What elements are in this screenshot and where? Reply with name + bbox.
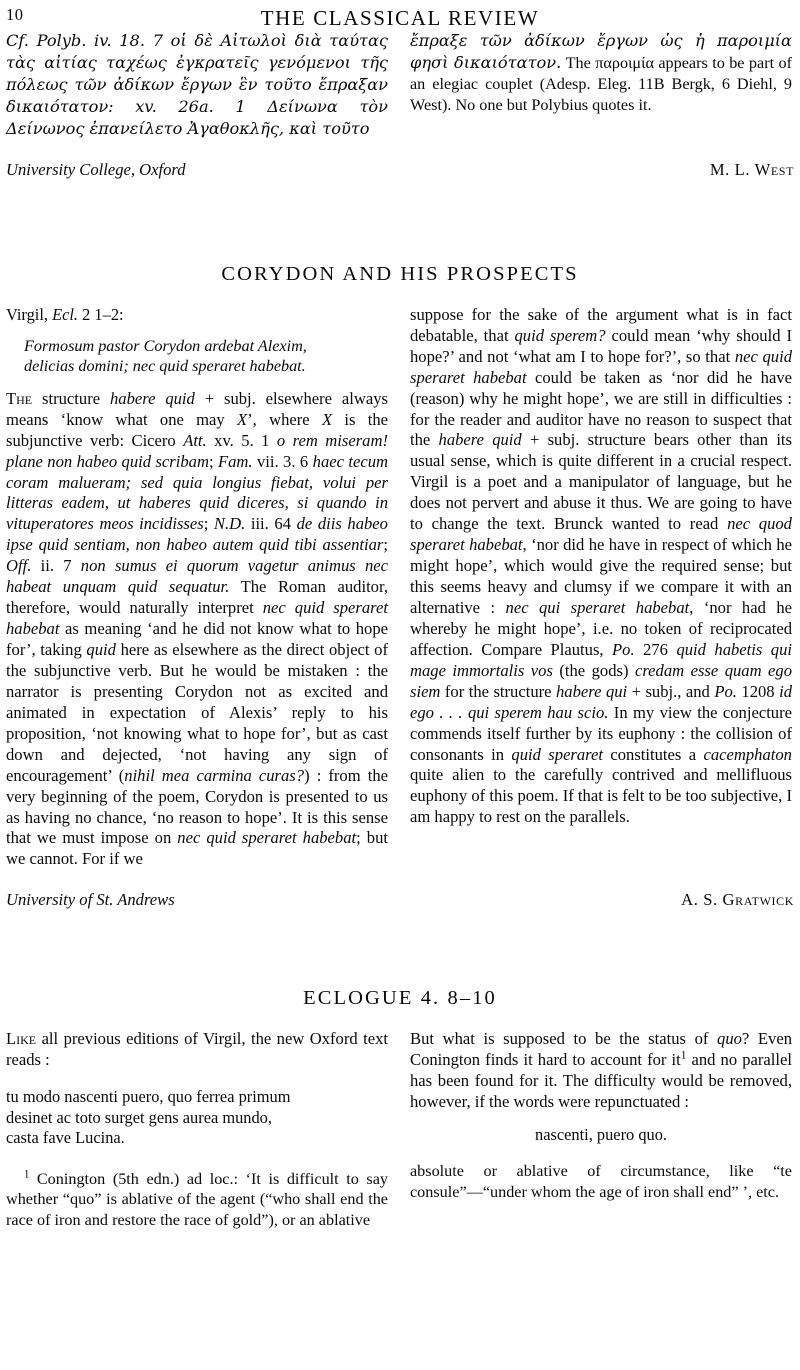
eclogue-columns: [0, 1029, 800, 1230]
corydon-right-column: [410, 305, 792, 871]
top-note-columns: [0, 30, 800, 140]
eclogue-repunctuated-quote: nascenti, puero quo.: [535, 1124, 667, 1144]
footnote-marker-1: 1: [23, 1168, 30, 1181]
affiliation-gratwick: University of St. Andrews: [6, 890, 175, 910]
top-note-right-text: [410, 30, 792, 116]
corydon-right-body: suppose for the sake of the argument what is in fact debatable, that quid sperem? could mean ‘why should I hope?’ and not ‘what am I to hope for?’, so that nec quid speraret habebat could be taken as ‘nor did he have (reason) why he might hope’, we are still in difficulties : for the reader and auditor have no reason to suspect that the habere quid + subj. structure bears other than its usual sense, which is quite different in a crucial respect. Virgil is a poet and a manipulator of language, but he does not pervert and abuse it thus. We are going to have to change the text. Brunck wanted to read nec quod speraret habebat, ‘nor did he have in respect of which he might hope’, which would give the required sense; but this seems heavy and clumsy if we compare it with an alternative : nec qui speraret habebat, ‘nor had he whereby he might hope’, i.e. no token of reciprocated affection. Compare Plautus, Po. 276 quid habetis qui mage immortalis vos (the gods) credam esse quam ego siem for the structure habere qui + subj., and Po. 1208 id ego . . . qui sperem hau scio. In my view the conjecture commends itself further by its euphony : the collision of consonants in quid speraret constitutes a cacemphaton quite alien to the carefully contrived and mellifluous euphony of this poem. If that is felt to be too subjective, I am happy to rest on the parallels.: [410, 304, 792, 827]
corydon-left-body: The structure habere quid + subj. elsewhere always means ‘know what one may X’, where X is the subjunctive verb: Cicero Att. xv. 5. 1 o rem miseram! plane non habeo quid scribam; Fam. vii. 3. 6 haec tecum coram malueram; sed quia longius fiebat, volui per litteras eadem, ut haberes quid diceres, si quando in vituperatores meos incidisses; N.D. iii. 64 de diis habeo ipse quid sentiam, non habeo autem quid tibi assentiar; Off. ii. 7 non sumus ei quorum vagetur animus nec habeat unquam quid sequatur. The Roman auditor, therefore, would naturally interpret nec quid speraret habebat as meaning ‘and he did not know what to hope for’, taking quid here as elsewhere as the direct object of the subjunctive verb. But he would be mistaken : the narrator is presenting Corydon not as excited and animated in expectation of Alexis’ reply to his proposition, ‘not knowing what to hope for’, but as cast down and dejected, ‘not having any sign of encouragement’ (nihil mea carmina curas?) : from the very beginning of the poem, Corydon is presented to us as having no chance, ‘no reason to hope’. It is this sense that we must impose on nec quid speraret habebat; but we cannot. For if we: [6, 388, 389, 869]
journal-title: THE CLASSICAL REVIEW: [260, 6, 540, 30]
corydon-left-column: [6, 305, 388, 871]
greek-run-2: ἔπραξε τῶν ἀδίκων ἔργων ὡς ἡ παροιμία φησὶ δικαιότατον.: [410, 31, 792, 73]
top-note-right-column: [410, 30, 792, 140]
author-gratwick: A. S. Gratwick: [681, 890, 794, 910]
footnote-ref-1: 1: [680, 1049, 687, 1062]
corydon-columns: [0, 305, 800, 871]
author-west: M. L. West: [709, 160, 794, 180]
page-number: 10: [6, 5, 24, 24]
affiliation-west: University College, Oxford: [6, 160, 186, 180]
eclogue-quote-line-3: casta fave Lucina.: [6, 1128, 125, 1148]
eclogue-footnote-right: absolute or ablative of circumstance, like “te consule”—“under whom the age of iron shall end” ’, etc.: [410, 1162, 792, 1201]
top-note-left-column: [6, 30, 388, 140]
eclogue-quote-line-2: desinet ac toto surget gens aurea mundo,: [6, 1107, 272, 1127]
top-note-signature: [0, 160, 800, 180]
corydon-lemma-ref: Ecl.: [52, 304, 79, 324]
eclogue-right-column: [410, 1029, 792, 1230]
corydon-lemma: Virgil, Ecl. 2 1–2:: [6, 304, 124, 324]
eclogue-footnote-left: $^1$ Conington (5th edn.) ad loc.: ‘It is difficult to say whether “quo” is ablative of the agent (“who shall end the race of iron and restore the race of gold”), or an ablative: [6, 1168, 388, 1229]
corydon-verse-line-2: delicias domini; nec quid speraret habebat.: [24, 357, 306, 376]
eclogue-right-para-1: But what is supposed to be the status of quo? Even Conington finds it hard to account for $it^1$ and no parallel has been found for it. The difficulty would be removed, however, if the words were repunctuated :: [410, 1028, 792, 1111]
top-note-left-text: [6, 30, 388, 140]
greek-run: Cf. Polyb. iv. 18. 7 οἱ δὲ Αἰτωλοὶ διὰ ταύτας τὰς αἰτίας ταχέως ἐγκρατεῖς γενόμενοι τῆς πόλεως τῶν ἀδίκων ἔργων ἓν τοῦτο ἔπραξαν δικαιότατον: xv. 26a. 1 Δείνωνα τὸν Δείνωνος ἐπανείλετο Ἀγαθοκλῆς, καὶ τοῦτο: [6, 31, 388, 139]
eclogue-left-column: [6, 1029, 388, 1230]
corydon-signature: [0, 890, 800, 910]
eclogue-left-para-1: Like all previous editions of Virgil, the new Oxford text reads :: [6, 1028, 388, 1069]
article-title-eclogue: ECLOGUE 4. 8–10: [303, 987, 497, 1010]
eclogue-quote-line-1: tu modo nascenti puero, quo ferrea primum: [6, 1086, 291, 1106]
running-head: [0, 0, 800, 30]
top-note-english-run: The παροιμία appears to be part of an elegiac couplet (Adesp. Eleg. 11B Bergk, 6 Diehl, 9 West). No one but Polybius quotes it.: [410, 54, 792, 115]
corydon-verse-line-1: Formosum pastor Corydon ardebat Alexim,: [24, 336, 307, 355]
article-title-corydon: CORYDON AND HIS PROSPECTS: [221, 263, 579, 286]
